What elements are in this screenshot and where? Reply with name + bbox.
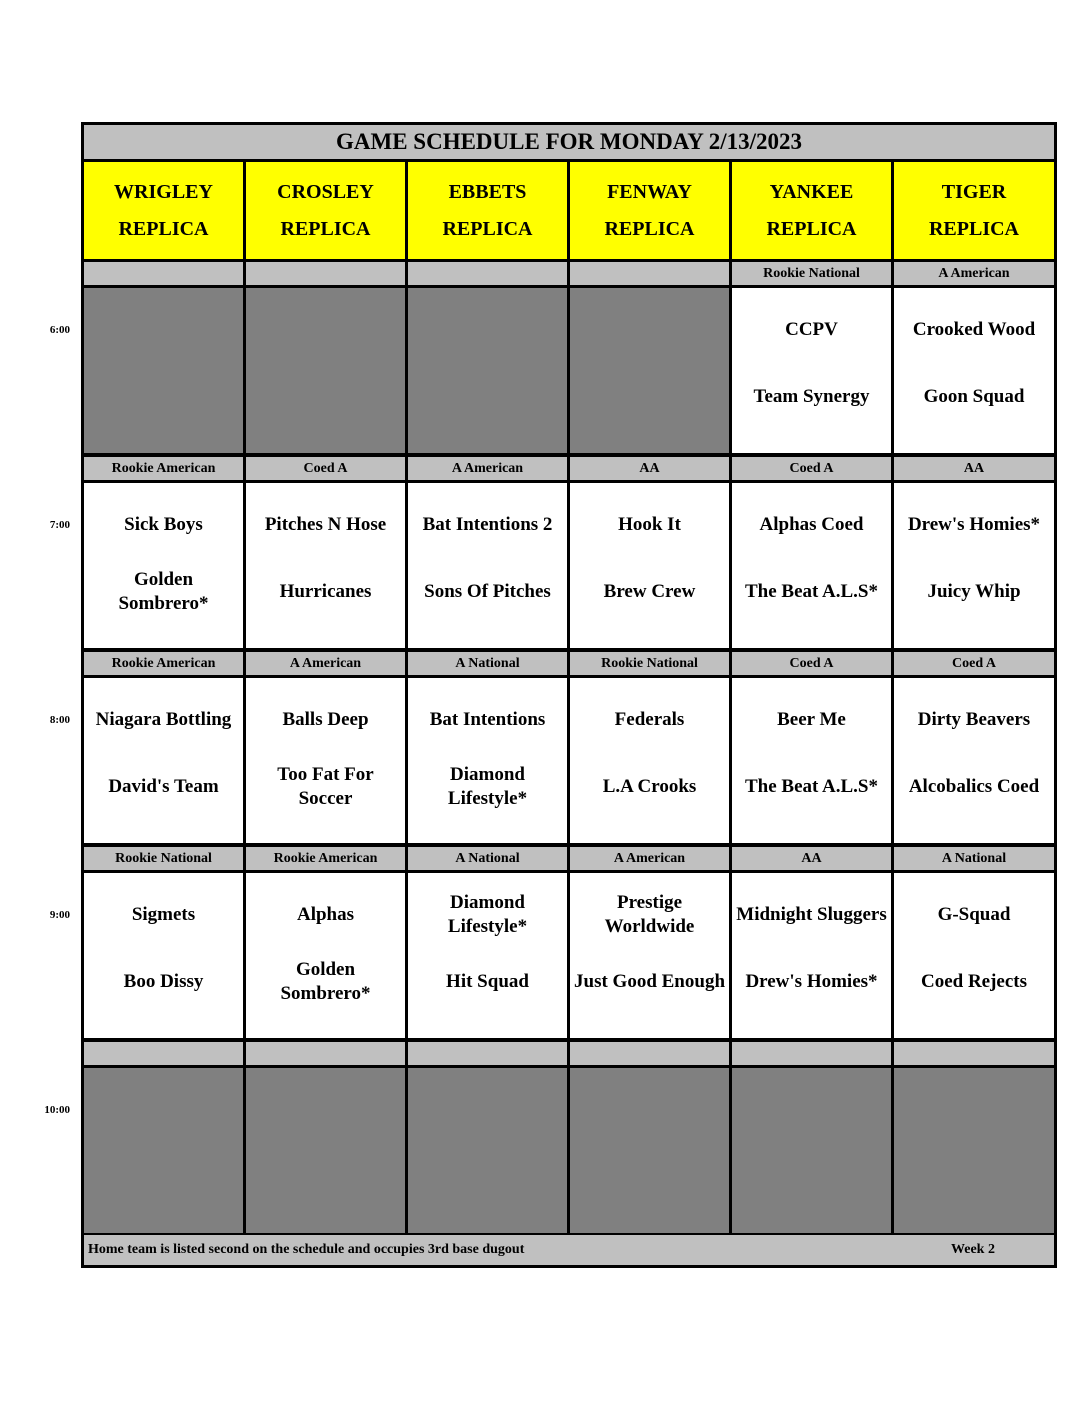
home-team: Sons Of Pitches <box>424 580 551 602</box>
division-row <box>84 1042 1054 1065</box>
field-type: REPLICA <box>280 217 371 240</box>
away-team: Pitches N Hose <box>264 514 387 536</box>
home-team-note: Home team is listed second on the schedule and occupies 3rd base dugout <box>88 1242 525 1257</box>
away-team: Sigmets <box>131 904 196 926</box>
empty-slot <box>408 1068 570 1233</box>
division-label: Rookie American <box>84 652 246 675</box>
home-team: Juicy Whip <box>927 580 1021 602</box>
game-cell <box>408 873 570 1038</box>
division-label: Coed A <box>732 652 894 675</box>
away-team: Bat Intentions <box>429 709 546 731</box>
empty-slot <box>408 288 570 453</box>
division-row <box>84 262 1054 285</box>
game-row <box>84 288 1054 453</box>
game-cell <box>732 288 894 453</box>
game-cell <box>408 483 570 648</box>
home-team: Golden Sombrero* <box>118 568 209 614</box>
division-label: AA <box>570 457 732 480</box>
away-team: Prestige Worldwide <box>604 892 695 938</box>
field-type: REPLICA <box>928 217 1019 240</box>
empty-slot <box>84 1068 246 1233</box>
home-team: Hit Squad <box>446 970 529 992</box>
empty-slot <box>570 1068 732 1233</box>
division-label: Rookie National <box>570 652 732 675</box>
away-team: Alphas Coed <box>759 514 864 536</box>
empty-slot <box>246 1068 408 1233</box>
division-label: Rookie National <box>732 262 894 285</box>
game-cell <box>732 873 894 1038</box>
game-cell <box>732 483 894 648</box>
division-label <box>246 262 408 285</box>
home-team: The Beat A.L.S* <box>744 775 879 797</box>
game-row <box>84 483 1054 648</box>
field-name: FENWAY <box>607 180 692 203</box>
home-team: Hurricanes <box>279 580 372 602</box>
division-label <box>732 1042 894 1065</box>
away-team: Alphas <box>296 904 355 926</box>
division-label: AA <box>894 457 1054 480</box>
time-label: 6:00 <box>49 324 70 336</box>
game-cell <box>894 678 1054 843</box>
home-team: Drew's Homies* <box>745 970 878 992</box>
field-header-wrigley <box>84 162 246 259</box>
game-row <box>84 678 1054 843</box>
away-team: G-Squad <box>937 904 1011 926</box>
schedule-title: GAME SCHEDULE FOR MONDAY 2/13/2023 <box>84 125 1054 159</box>
field-header-fenway <box>570 162 732 259</box>
footer-bar <box>84 1235 1054 1265</box>
field-header-crosley <box>246 162 408 259</box>
division-label <box>894 1042 1054 1065</box>
time-label: 7:00 <box>49 519 70 531</box>
game-cell <box>894 288 1054 453</box>
field-header-row <box>84 162 1054 259</box>
away-team: Crooked Wood <box>912 319 1036 341</box>
field-header-ebbets <box>408 162 570 259</box>
empty-slot <box>570 288 732 453</box>
game-cell <box>570 873 732 1038</box>
away-team: Niagara Bottling <box>95 709 232 731</box>
game-cell <box>246 678 408 843</box>
away-team: CCPV <box>785 319 838 341</box>
game-cell <box>84 483 246 648</box>
game-cell <box>732 678 894 843</box>
home-team: Too Fat For Soccer <box>277 763 374 809</box>
time-label: 9:00 <box>49 909 70 921</box>
away-team: Federals <box>614 709 685 731</box>
division-label: AA <box>732 847 894 870</box>
division-label <box>84 262 246 285</box>
home-team: Boo Dissy <box>123 970 204 992</box>
division-label <box>84 1042 246 1065</box>
field-type: REPLICA <box>766 217 857 240</box>
division-label <box>246 1042 408 1065</box>
home-team: Brew Crew <box>603 580 696 602</box>
away-team: Sick Boys <box>124 514 203 536</box>
game-row <box>84 873 1054 1038</box>
game-cell <box>894 483 1054 648</box>
game-cell <box>246 873 408 1038</box>
division-label: Rookie American <box>84 457 246 480</box>
division-label: A National <box>408 847 570 870</box>
division-row <box>84 847 1054 870</box>
game-cell <box>894 873 1054 1038</box>
home-team: The Beat A.L.S* <box>744 580 879 602</box>
division-label: A American <box>246 652 408 675</box>
division-row <box>84 457 1054 480</box>
time-label: 8:00 <box>49 714 70 726</box>
home-team: Alcobalics Coed <box>908 775 1040 797</box>
division-label: Rookie National <box>84 847 246 870</box>
field-header-yankee <box>732 162 894 259</box>
field-name: WRIGLEY <box>114 180 213 203</box>
home-team: David's Team <box>108 775 219 797</box>
home-team: L.A Crooks <box>602 775 697 797</box>
home-team: Team Synergy <box>753 385 870 407</box>
game-cell <box>84 873 246 1038</box>
division-label <box>408 1042 570 1065</box>
home-team: Coed Rejects <box>920 970 1028 992</box>
away-team: Bat Intentions 2 <box>422 514 553 536</box>
field-type: REPLICA <box>118 217 209 240</box>
empty-slot <box>246 288 408 453</box>
week-label: Week 2 <box>951 1242 995 1257</box>
division-label <box>570 1042 732 1065</box>
away-team: Beer Me <box>777 709 846 731</box>
division-label: Coed A <box>894 652 1054 675</box>
division-label <box>408 262 570 285</box>
empty-slot <box>894 1068 1054 1233</box>
field-header-tiger <box>894 162 1054 259</box>
game-cell <box>570 678 732 843</box>
field-name: EBBETS <box>448 180 527 203</box>
schedule-sheet <box>81 122 1057 1268</box>
game-cell <box>246 483 408 648</box>
field-name: YANKEE <box>769 180 854 203</box>
home-team: Goon Squad <box>923 385 1025 407</box>
game-cell <box>408 678 570 843</box>
home-team: Golden Sombrero* <box>280 958 371 1004</box>
away-team: Midnight Sluggers <box>736 904 887 926</box>
division-label: A National <box>408 652 570 675</box>
empty-slot <box>84 288 246 453</box>
time-label: 10:00 <box>44 1104 70 1116</box>
division-label: Coed A <box>732 457 894 480</box>
division-label: Rookie American <box>246 847 408 870</box>
division-row <box>84 652 1054 675</box>
game-cell <box>84 678 246 843</box>
field-type: REPLICA <box>442 217 533 240</box>
empty-slot <box>732 1068 894 1233</box>
game-row <box>84 1068 1054 1233</box>
field-type: REPLICA <box>604 217 695 240</box>
field-name: TIGER <box>941 180 1007 203</box>
home-team: Just Good Enough <box>574 970 726 992</box>
division-label <box>570 262 732 285</box>
away-team: Balls Deep <box>282 709 369 731</box>
division-label: A American <box>570 847 732 870</box>
away-team: Hook It <box>618 514 681 536</box>
home-team: Diamond Lifestyle* <box>447 763 528 809</box>
away-team: Dirty Beavers <box>917 709 1031 731</box>
division-label: A National <box>894 847 1054 870</box>
game-cell <box>570 483 732 648</box>
division-label: A American <box>894 262 1054 285</box>
away-team: Diamond Lifestyle* <box>447 892 528 938</box>
away-team: Drew's Homies* <box>907 514 1041 536</box>
division-label: Coed A <box>246 457 408 480</box>
division-label: A American <box>408 457 570 480</box>
field-name: CROSLEY <box>277 180 374 203</box>
